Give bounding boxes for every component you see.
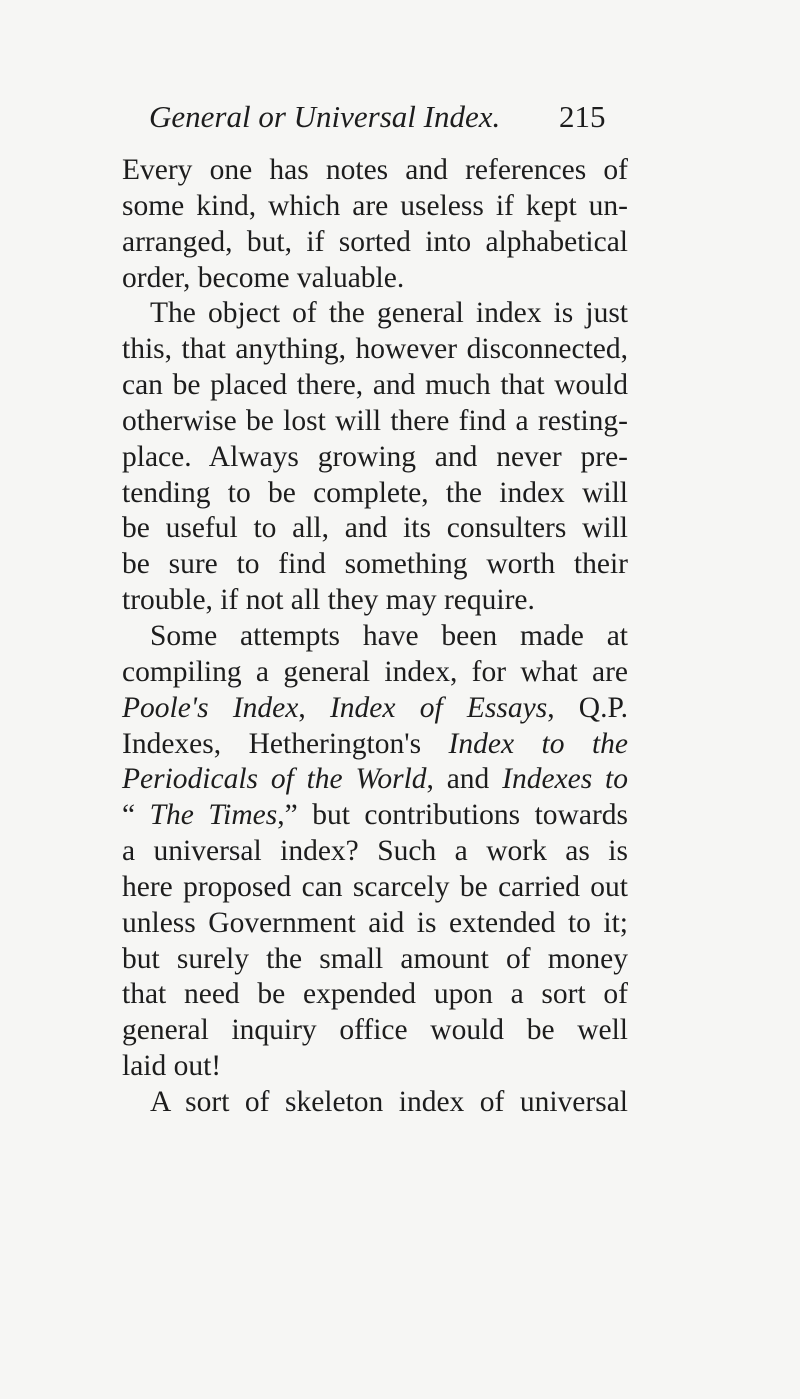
text-line: this, that anything, however disconnected, xyxy=(122,333,628,366)
text-line: be useful to all, and its consulters will xyxy=(122,512,628,545)
body-text xyxy=(122,153,628,1121)
text-line xyxy=(122,762,628,798)
text-run: , Q.P. xyxy=(547,691,628,724)
text-line: that need be expended upon a sort of xyxy=(122,978,628,1011)
running-head xyxy=(149,93,649,141)
page-number: 215 xyxy=(559,99,606,134)
text-line: a universal index? Such a work as is xyxy=(122,835,628,868)
title-indexes-to: Indexes to xyxy=(502,763,628,796)
text-run: , xyxy=(298,691,330,724)
text-line xyxy=(122,727,628,763)
text-run: “ xyxy=(122,799,150,832)
text-line: arranged, but, if sorted into alphabetical xyxy=(122,225,628,258)
text-run: Indexes, Hetherington's xyxy=(122,727,449,760)
text-line: general inquiry office would be well xyxy=(122,1014,628,1047)
text-line: otherwise be lost will there find a resting- xyxy=(122,404,628,437)
title-periodicals-of-the-world: Periodicals of the World xyxy=(122,763,427,796)
text-line: laid out! xyxy=(122,1050,222,1083)
title-the-times: The Times xyxy=(149,799,278,832)
text-line: can be placed there, and much that would xyxy=(122,369,628,402)
text-line: A sort of skeleton index of universal xyxy=(150,1085,628,1118)
text-line: trouble, if not all they may require. xyxy=(122,584,535,617)
title-poole-index: Poole's Index xyxy=(122,691,299,724)
text-line: unless Government aid is extended to it; xyxy=(122,906,628,939)
title-index-of-essays: Index of Essays xyxy=(329,691,548,724)
text-line: be sure to find something worth their xyxy=(122,548,628,581)
running-title: General or Universal Index. xyxy=(149,99,501,134)
text-line: Every one has notes and references of xyxy=(122,154,628,186)
text-line: compiling a general index, for what are xyxy=(122,655,628,688)
text-line: order, become valuable. xyxy=(122,261,405,294)
text-line xyxy=(122,691,628,727)
text-run: , and xyxy=(426,763,503,796)
title-index-to-the: Index to the xyxy=(448,727,628,760)
text-line: The object of the general index is just xyxy=(150,297,628,330)
text-line: but surely the small amount of money xyxy=(122,942,628,975)
text-line: tending to be complete, the index will xyxy=(122,476,628,509)
text-line: some kind, which are useless if kept un- xyxy=(122,189,628,222)
text-line: here proposed can scarcely be carried out xyxy=(122,870,628,903)
text-run: ,” but contributions towards xyxy=(277,799,629,832)
text-line: Some attempts have been made at xyxy=(150,619,628,652)
text-line: place. Always growing and never pre- xyxy=(122,440,628,473)
text-line xyxy=(122,798,628,834)
